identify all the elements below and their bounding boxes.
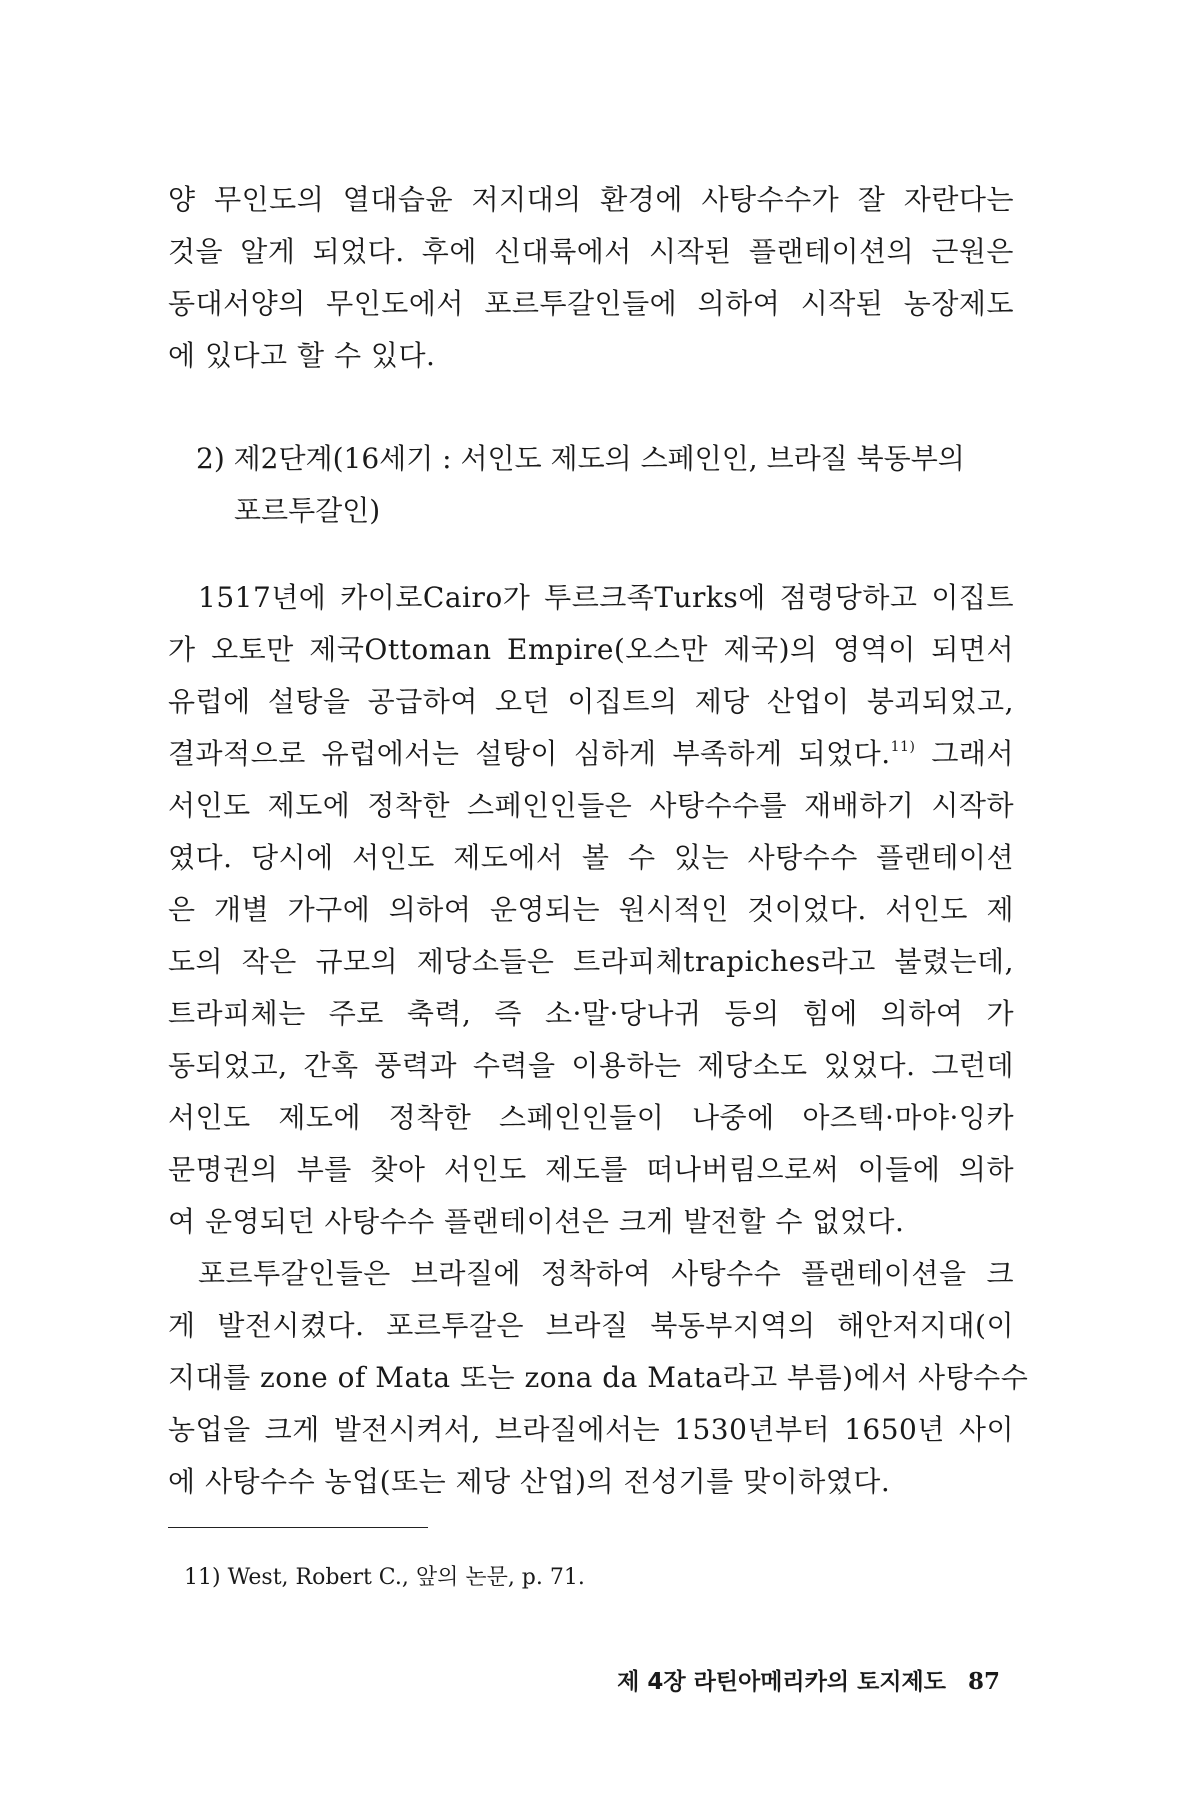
text-line: 1517년에 카이로Cairo가 투르크족Turks에 점령당하고 이집트 <box>198 581 1014 614</box>
text-line: 유럽에 설탕을 공급하여 오던 이집트의 제당 산업이 붕괴되었고, <box>168 685 1014 718</box>
text-line: 지대를 zone of Mata 또는 zona da Mata라고 부름)에서 사탕수수 <box>168 1361 1029 1394</box>
text-line: 에 있다고 할 수 있다. <box>168 339 436 372</box>
body-paragraphs <box>168 572 1029 1508</box>
text-line: 포르투갈인들은 브라질에 정착하여 사탕수수 플랜테이션을 크 <box>198 1257 1014 1290</box>
text-line: 트라피체는 주로 축력, 즉 소·말·당나귀 등의 힘에 의하여 가 <box>168 997 1014 1030</box>
heading-line: 2) 제2단계(16세기 : 서인도 제도의 스페인인, 브라질 북동부의 <box>196 442 965 475</box>
text-line: 서인도 제도에 정착한 스페인인들이 나중에 아즈텍·마야·잉카 <box>168 1101 1014 1134</box>
text-line: 게 발전시켰다. 포르투갈은 브라질 북동부지역의 해안저지대(이 <box>168 1309 1014 1342</box>
text-line: 농업을 크게 발전시켜서, 브라질에서는 1530년부터 1650년 사이 <box>168 1413 1014 1446</box>
heading-line: 포르투갈인) <box>234 494 381 527</box>
text-line: 양 무인도의 열대습윤 저지대의 환경에 사탕수수가 잘 자란다는 <box>168 183 1014 216</box>
text-segment: 결과적으로 유럽에서는 설탕이 심하게 부족하게 되었다. <box>168 737 891 770</box>
footnote: 11) West, Robert C., 앞의 논문, p. 71. <box>184 1565 585 1590</box>
paragraph-continuation <box>168 174 1014 382</box>
text-line: 였다. 당시에 서인도 제도에서 볼 수 있는 사탕수수 플랜테이션 <box>168 841 1014 874</box>
text-line: 문명권의 부를 찾아 서인도 제도를 떠나버림으로써 이들에 의하 <box>168 1153 1014 1186</box>
text-line: 여 운영되던 사탕수수 플랜테이션은 크게 발전할 수 없었다. <box>168 1205 905 1238</box>
text-line: 서인도 제도에 정착한 스페인인들은 사탕수수를 재배하기 시작하 <box>168 789 1014 822</box>
text-line: 동대서양의 무인도에서 포르투갈인들에 의하여 시작된 농장제도 <box>168 287 1014 320</box>
text-line: 도의 작은 규모의 제당소들은 트라피체trapiches라고 불렸는데, <box>168 945 1014 978</box>
text-line: 에 사탕수수 농업(또는 제당 산업)의 전성기를 맞이하였다. <box>168 1465 891 1498</box>
footnote-reference[interactable]: 11) <box>890 739 916 755</box>
section-heading <box>196 433 1014 537</box>
text-line: 가 오토만 제국Ottoman Empire(오스만 제국)의 영역이 되면서 <box>168 633 1014 666</box>
chapter-title: 제 4장 라틴아메리카의 토지제도 <box>617 1669 946 1695</box>
page-number: 87 <box>967 1668 1000 1695</box>
text-segment: 그래서 <box>931 737 1015 770</box>
running-footer <box>617 1663 1000 1696</box>
text-line-with-footnote <box>168 728 1014 780</box>
text-line: 은 개별 가구에 의하여 운영되는 원시적인 것이었다. 서인도 제 <box>168 893 1014 926</box>
text-line: 동되었고, 간혹 풍력과 수력을 이용하는 제당소도 있었다. 그런데 <box>168 1049 1014 1082</box>
footnote-divider <box>168 1527 428 1528</box>
text-line: 것을 알게 되었다. 후에 신대륙에서 시작된 플랜테이션의 근원은 <box>168 235 1014 268</box>
